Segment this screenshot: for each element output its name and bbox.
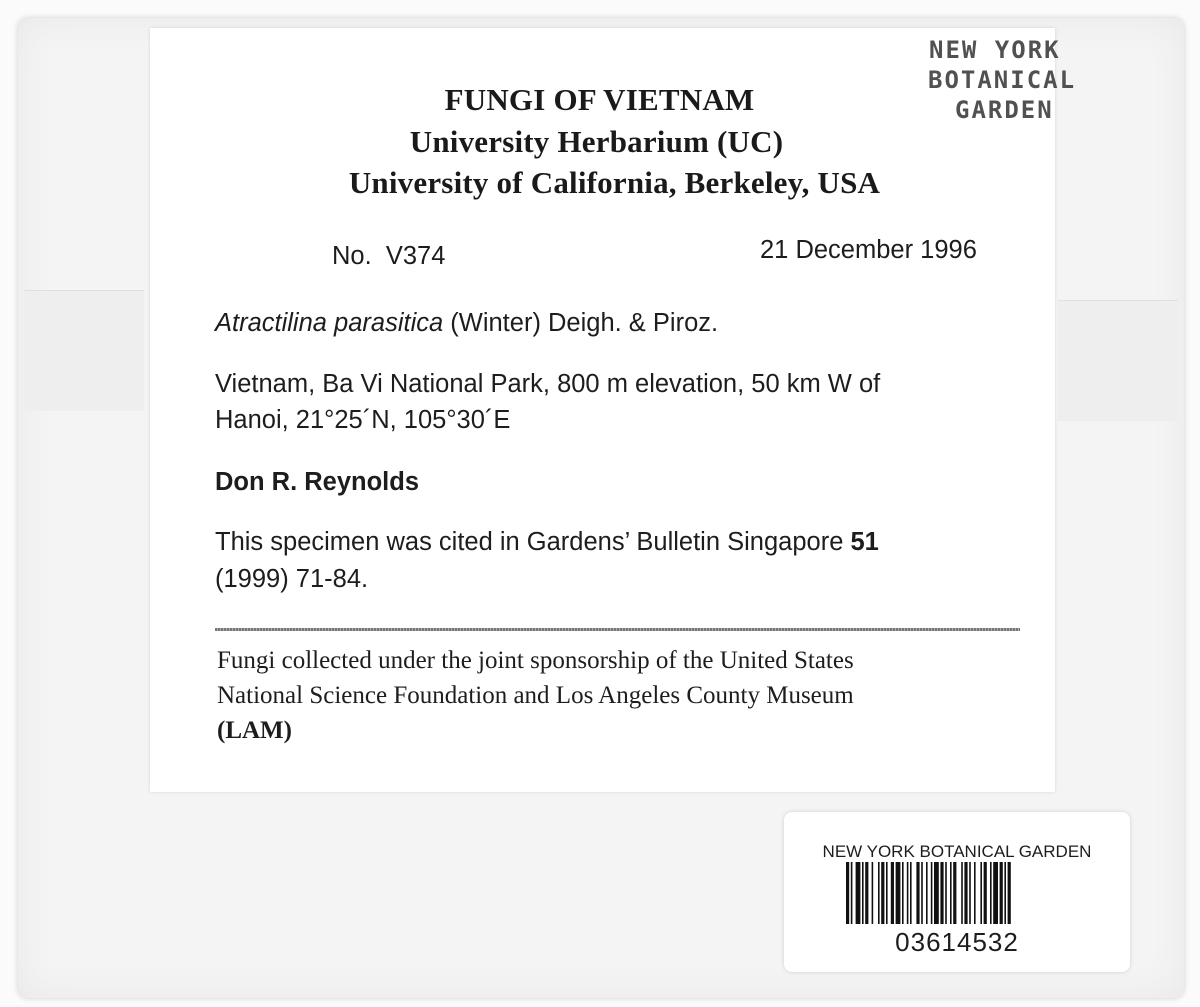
barcode-bar xyxy=(872,862,874,924)
sponsorship-line-2: National Science Foundation and Los Angeles County Museum xyxy=(217,682,854,709)
barcode-bar xyxy=(993,862,998,924)
packet-fold-right xyxy=(1058,300,1178,421)
barcode-bars xyxy=(846,862,1066,934)
barcode-bar xyxy=(969,862,971,924)
barcode-bar xyxy=(980,862,982,924)
species-authority: (Winter) Deigh. & Piroz. xyxy=(443,309,719,337)
label-title: FUNGI OF VIETNAM xyxy=(444,82,755,117)
label-institution: University Herbarium (UC) xyxy=(409,124,784,159)
barcode-bar xyxy=(974,862,976,924)
barcode-bar xyxy=(964,862,967,924)
collection-date: 21 December 1996 xyxy=(760,236,977,264)
barcode-number: 03614532 xyxy=(895,927,1019,957)
barcode-bar xyxy=(865,862,868,924)
citation-line-2: (1999) 71-84. xyxy=(215,565,369,593)
barcode-title: NEW YORK BOTANICAL GARDEN xyxy=(822,842,1092,861)
barcode-bar xyxy=(940,862,943,924)
barcode-label xyxy=(784,812,1130,972)
packet-fold-left xyxy=(24,290,144,411)
citation-line-1 xyxy=(215,528,879,557)
locality-line-1: Vietnam, Ba Vi National Park, 800 m elevation, 50 km W of xyxy=(215,370,881,398)
barcode-bar xyxy=(990,862,992,924)
barcode-bar xyxy=(950,862,952,924)
barcode-bar xyxy=(1004,862,1006,924)
barcode-bar xyxy=(984,862,987,924)
sponsorship-line-1: Fungi collected under the joint sponsorship of the United States xyxy=(217,647,854,674)
collector-name: Don R. Reynolds xyxy=(215,468,420,496)
barcode-bar xyxy=(931,862,933,924)
barcode-bar xyxy=(921,862,923,924)
specimen-number: No. V374 xyxy=(332,242,446,270)
barcode-bar xyxy=(961,862,963,924)
specimen-label xyxy=(150,28,1055,792)
citation-volume: 51 xyxy=(850,528,879,556)
barcode-bar xyxy=(916,862,919,924)
barcode-bar xyxy=(926,862,928,924)
barcode-bar xyxy=(1000,862,1003,924)
label-university: University of California, Berkeley, USA xyxy=(348,165,881,200)
species-name xyxy=(215,309,718,338)
barcode-bar xyxy=(878,862,880,924)
barcode-bar xyxy=(862,862,864,924)
barcode-bar xyxy=(945,862,947,924)
barcode-bar xyxy=(846,862,849,924)
divider-rule xyxy=(215,628,1020,631)
stamp-line-3: GARDEN xyxy=(955,96,1054,124)
barcode-bar xyxy=(886,862,888,924)
barcode-bar xyxy=(910,862,912,924)
barcode-bar xyxy=(891,862,894,924)
barcode-bar xyxy=(1008,862,1011,924)
stamp-line-1: NEW YORK xyxy=(929,36,1061,64)
species-binomial: Atractilina parasitica xyxy=(215,309,444,337)
barcode-bar xyxy=(953,862,956,924)
barcode-bar xyxy=(851,862,853,924)
barcode-bar xyxy=(902,862,904,924)
stamp-line-2: BOTANICAL xyxy=(928,66,1077,94)
sponsorship-line-3: (LAM) xyxy=(217,717,292,744)
barcode-bar xyxy=(896,862,901,924)
barcode-bar xyxy=(934,862,939,924)
barcode-bar xyxy=(907,862,909,924)
citation-text: This specimen was cited in Gardens’ Bulletin Singapore xyxy=(215,528,851,556)
locality-line-2: Hanoi, 21°25´N, 105°30´E xyxy=(215,406,511,434)
barcode-bar xyxy=(856,862,861,924)
barcode-bar xyxy=(881,862,884,924)
